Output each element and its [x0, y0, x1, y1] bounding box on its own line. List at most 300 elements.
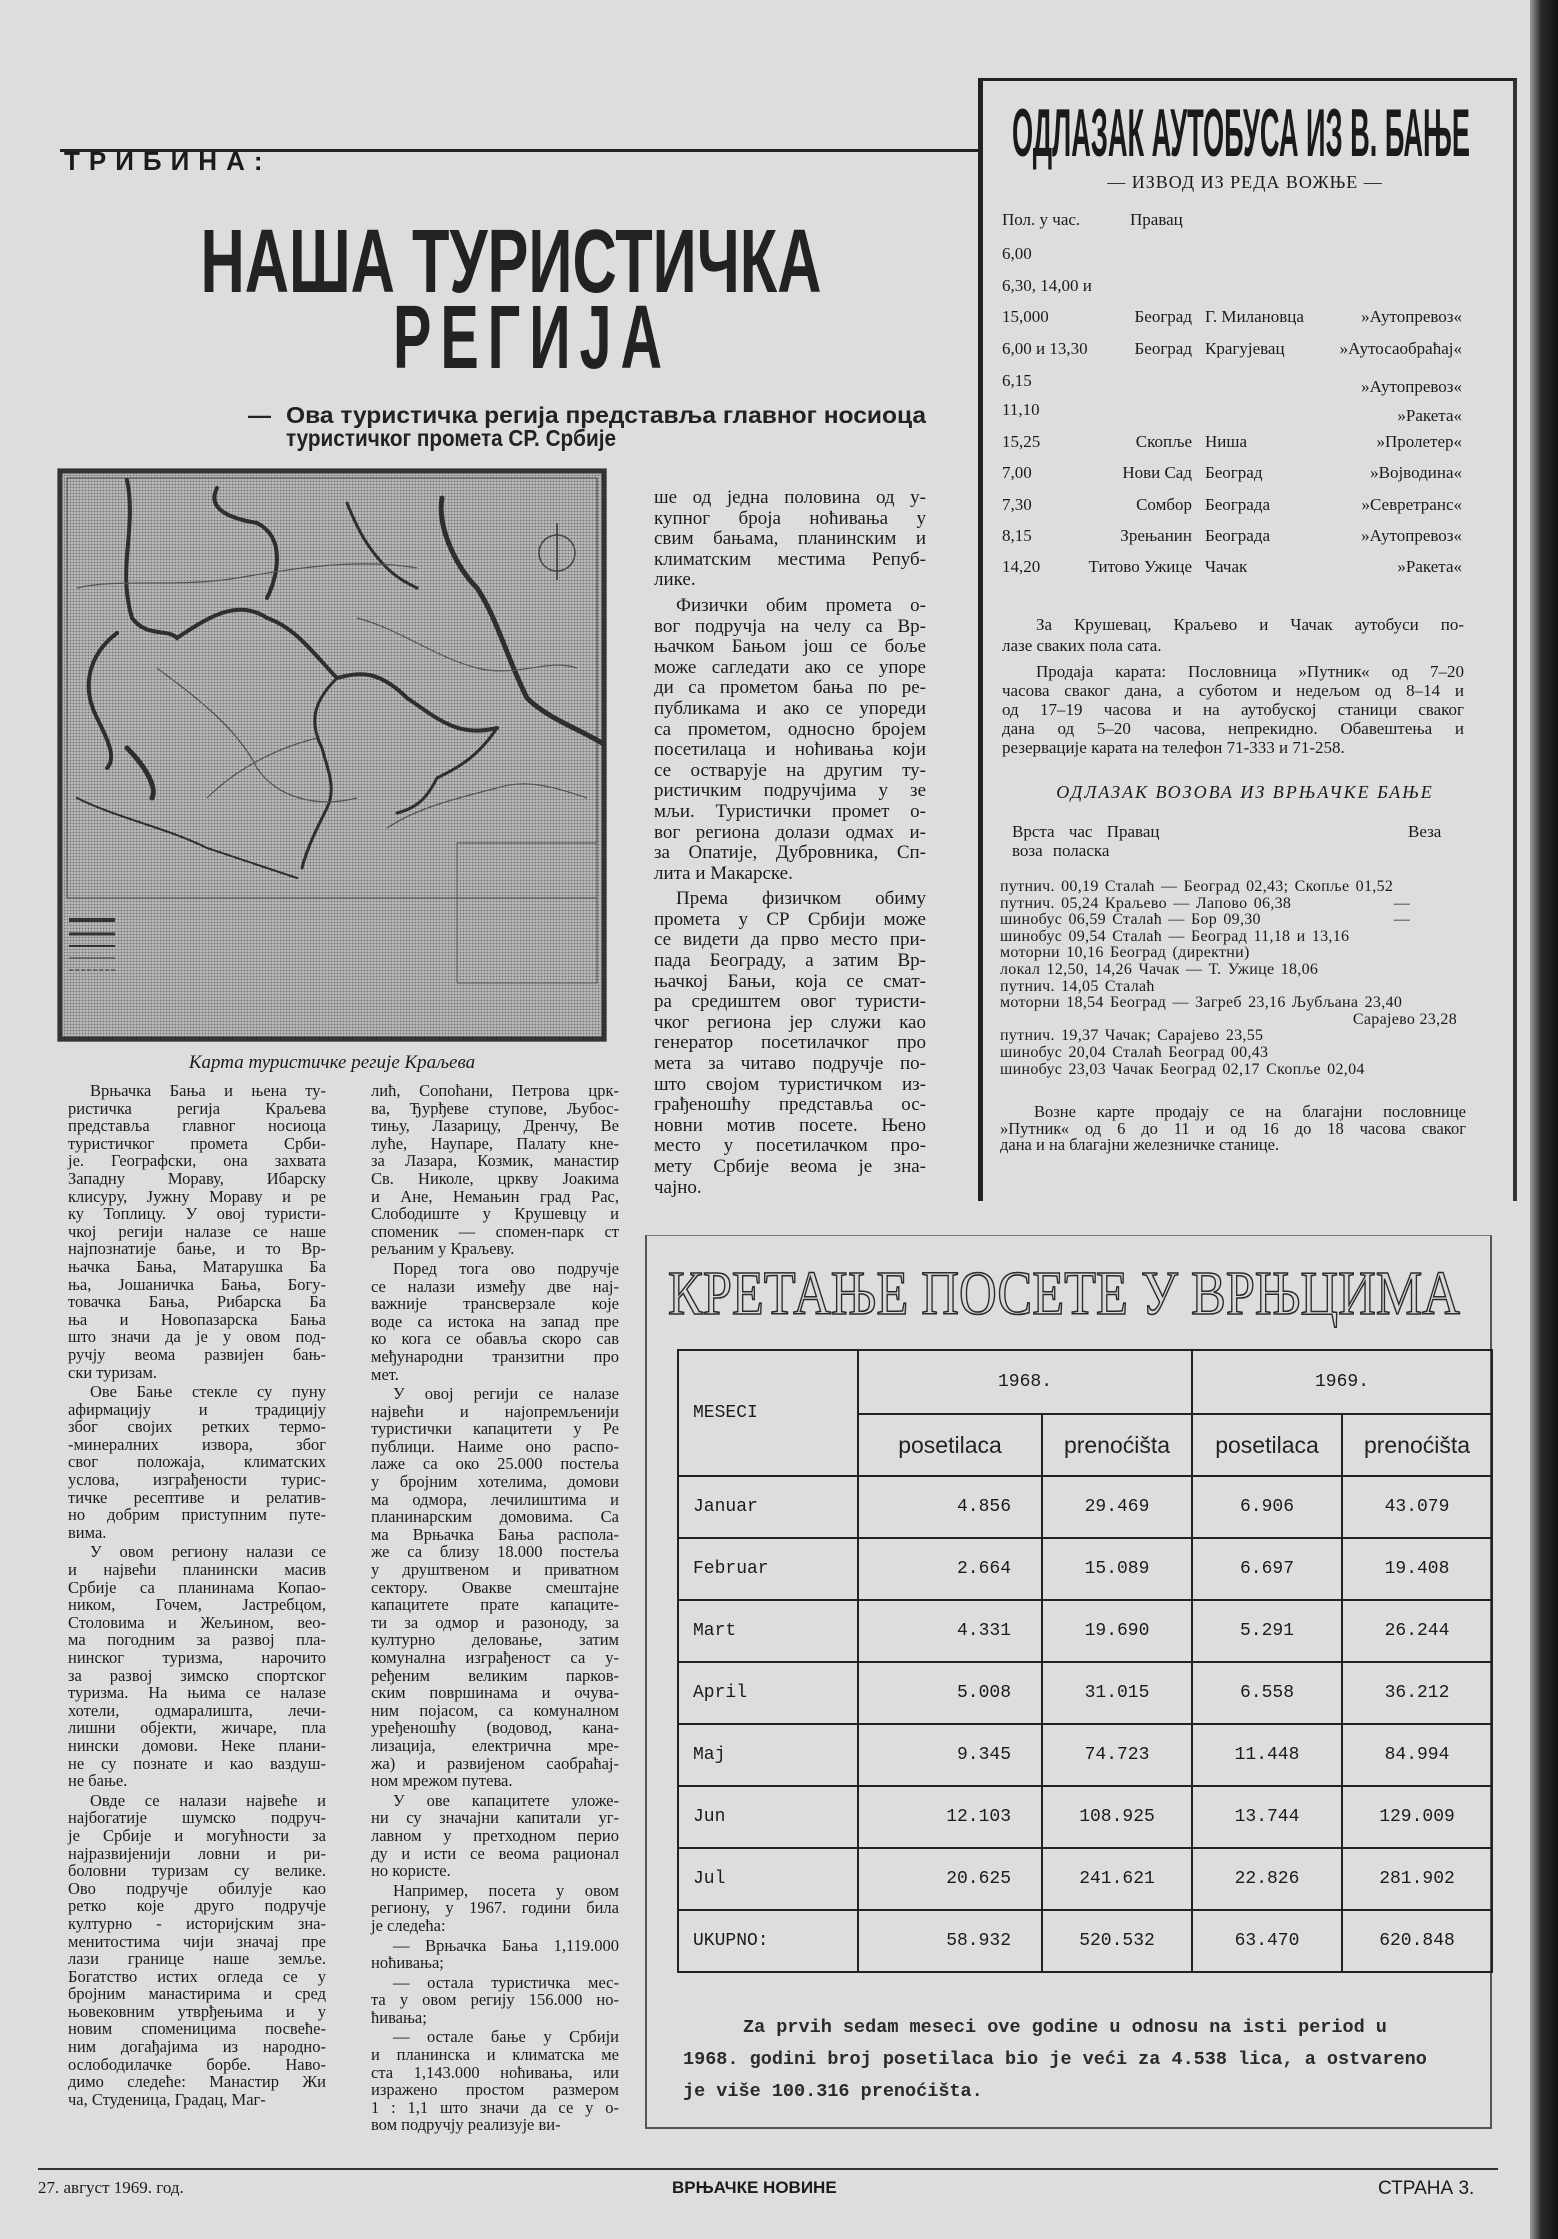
text-line: ма погодним за развој пла-	[68, 1630, 326, 1650]
text-line: лавном у претходном перио	[371, 1825, 619, 1845]
text-line: Србије са планинама Копао-	[68, 1577, 326, 1597]
text-line: новим споменицима посвеће-	[68, 2019, 326, 2039]
text-line: -минералних извора, због	[68, 1434, 326, 1454]
text-line: ва, Ђурђеве ступове, Љубос-	[371, 1098, 619, 1118]
text-line: хотели, одмаралишта, лечи-	[68, 1700, 326, 1720]
text-line: ча, Студеница, Градац, Маг-	[68, 2089, 266, 2109]
text-line: Овде се налази највеће и	[90, 1790, 326, 1810]
month-cell: Januar	[678, 1476, 858, 1538]
text-line: Слободиште у Крушевцу и	[371, 1204, 619, 1224]
text-line: што својом туристичком из-	[654, 1073, 926, 1095]
visitors-1968-cell: 4.856	[858, 1476, 1042, 1538]
visitors-1969-cell: 6.906	[1192, 1476, 1342, 1538]
text-line: чког региона јер служи као	[654, 1011, 926, 1033]
text-line: Физички обим промета о-	[676, 594, 926, 616]
route-to: Ниша	[1205, 432, 1248, 451]
text-line: — Врњачка Бања 1,119.000	[393, 1935, 619, 1955]
train-departure-row	[1000, 994, 1465, 1011]
text-line: Столовима и Жељином, вео-	[68, 1612, 326, 1632]
month-cell: Jun	[678, 1786, 858, 1848]
scan-edge	[1530, 0, 1558, 2239]
bus-company: »Севретранс«	[1361, 495, 1462, 514]
text-line: се налази између две нај-	[371, 1276, 619, 1296]
text-line: тичке ресептиве и релатив-	[68, 1487, 326, 1507]
headline-line-1: НАША ТУРИСТИЧКА	[200, 212, 822, 312]
train-departure-text: путнич. 05,24 Краљево — Лапово 06,38	[1000, 894, 1292, 912]
route-from: Београд	[1134, 307, 1192, 326]
note-line: За Крушевац, Краљево и Чачак аутобуси по-	[1036, 615, 1464, 634]
text-line: вом подручју реализује ви-	[371, 2115, 561, 2135]
table-row	[678, 1538, 1492, 1600]
bus-company: »Аутосаобраћај«	[1339, 339, 1462, 358]
text-line: лази границе наше земље.	[68, 1949, 326, 1969]
nights-1968-cell: 19.690	[1042, 1600, 1192, 1662]
departure-time: 15,25	[1002, 432, 1041, 451]
text-line: Врњачка Бања и њена ту-	[90, 1081, 326, 1100]
train-departure-row	[1000, 944, 1465, 961]
text-line: чајно.	[654, 1176, 702, 1198]
text-line: највећи и најопремљенији	[371, 1401, 619, 1421]
route-to: Београд	[1205, 463, 1263, 482]
text-line: ређеним великим парков-	[371, 1665, 619, 1685]
route-from: Београд	[1134, 339, 1192, 358]
paragraph	[371, 1082, 619, 1258]
text-line: климатским местима Репуб-	[654, 548, 926, 570]
visitors-1969-cell: 63.470	[1192, 1910, 1342, 1972]
visits-table	[677, 1349, 1493, 1973]
note-line: Возне карте продају се на благајни пословнице	[1034, 1102, 1466, 1121]
text-line: ни су значајни капитали уг-	[371, 1808, 619, 1828]
bus-departure-row	[1002, 495, 1462, 517]
text-line: Западну Мораву, Ибарску	[68, 1168, 326, 1188]
train-header-connection: Веза	[1408, 822, 1442, 841]
text-line: боловни туризам су велике.	[68, 1861, 326, 1881]
train-connection: —	[1393, 894, 1410, 912]
text-line: место у посетилачком про-	[654, 1135, 926, 1157]
train-departure-row	[1000, 978, 1465, 995]
visitors-1969-cell: 11.448	[1192, 1724, 1342, 1786]
text-line: но добрим приступним путе-	[68, 1505, 326, 1525]
visitors-1968-cell: 58.932	[858, 1910, 1042, 1972]
route-to: Г. Милановца	[1205, 307, 1304, 326]
bus-company: »Ракета«	[1397, 557, 1462, 576]
text-line: ослободилачке борбе. Наво-	[68, 2054, 326, 2074]
text-line: Богатство истих огледа се у	[68, 1966, 326, 1986]
text-line: нинског туризма, нарочито	[68, 1648, 326, 1667]
text-line: важније трансверзале које	[371, 1294, 619, 1314]
train-departure-text: моторни 10,16 Београд (директни)	[1000, 944, 1250, 962]
text-line: ским површинама и очува-	[371, 1683, 619, 1703]
visitors-1968-cell: 2.664	[858, 1538, 1042, 1600]
paragraph	[68, 1082, 326, 1381]
train-departure-text: локал 12,50, 14,26 Чачак — Т. Ужице 18,06	[1000, 961, 1319, 978]
text-line: ним догађајима из народно-	[68, 2037, 326, 2057]
train-departure-row	[1000, 1027, 1465, 1044]
text-line: и Ане, Немањин град Рас,	[371, 1186, 619, 1206]
departure-time: 6,30, 14,00 и	[1002, 276, 1092, 295]
train-departure-row	[1000, 928, 1465, 945]
train-departure-row	[1000, 1011, 1465, 1028]
table-row	[678, 1476, 1492, 1538]
text-line: ма одмора, лечилиштима и	[371, 1489, 619, 1509]
text-line: У ове капацитете уложе-	[393, 1790, 619, 1810]
departure-time: 6,00 и 13,30	[1002, 339, 1088, 358]
col-header-nights-1968: prenoćišta	[1042, 1414, 1192, 1476]
visitors-1968-cell: 5.008	[858, 1662, 1042, 1724]
route-from: Зрењанин	[1120, 526, 1192, 545]
text-line: — остале бање у Србији	[393, 2027, 619, 2047]
table-row	[678, 1786, 1492, 1848]
text-line: 1 : 1,1 што значи да се у о-	[371, 2097, 619, 2117]
text-line: је. Географски, она захвата	[68, 1151, 326, 1171]
departure-time: 7,30	[1002, 495, 1032, 514]
route-to: Београда	[1205, 495, 1271, 514]
bus-company: »Аутопревоз«	[1361, 307, 1462, 326]
text-line: њачка Бања, Матарушка Ба	[68, 1256, 326, 1276]
train-departure-row	[1000, 1061, 1465, 1078]
text-line: Ове Бање стекле су пуну	[90, 1382, 326, 1402]
text-line: за Опатије, Дубровника, Сп-	[654, 842, 926, 864]
map-illustration	[57, 468, 607, 1042]
nights-1969-cell: 19.408	[1342, 1538, 1492, 1600]
nights-1969-cell: 26.244	[1342, 1600, 1492, 1662]
bus-departure-row	[1002, 371, 1462, 396]
text-line: за развој зимско спортског	[68, 1665, 326, 1685]
nights-1968-cell: 29.469	[1042, 1476, 1192, 1538]
text-line: у бројним хотелима, домови	[371, 1472, 619, 1492]
nights-1968-cell: 520.532	[1042, 1910, 1192, 1972]
nights-1969-cell: 43.079	[1342, 1476, 1492, 1538]
text-line: се видети да прво место при-	[654, 929, 926, 951]
departure-time: 8,15	[1002, 526, 1032, 545]
train-departure-text: шинобус 06,59 Сталаћ — Бор 09,30	[1000, 911, 1261, 929]
text-line: ко кога се обавља скоро сав	[371, 1329, 619, 1349]
text-line: услова, изграђености турис-	[68, 1470, 326, 1490]
text-line: воде са истока на запад пре	[371, 1311, 619, 1331]
departure-time: 14,20	[1002, 557, 1041, 576]
text-line: Према физичком обиму	[676, 888, 926, 910]
nights-1969-cell: 129.009	[1342, 1786, 1492, 1848]
table-row	[678, 1600, 1492, 1662]
train-departure-row	[1000, 895, 1465, 912]
text-line: лизација, електрична мре-	[371, 1735, 619, 1755]
text-line: димо следеће: Манастир Жи	[68, 2072, 326, 2092]
text-line: жа) и развијеном саобраћај-	[371, 1753, 619, 1773]
text-line: ња и Новопазарска Бања	[68, 1309, 326, 1329]
visitors-1969-cell: 5.291	[1192, 1600, 1342, 1662]
text-line: планинарским домовима. Са	[371, 1507, 619, 1527]
subtitle-dash: —	[248, 402, 271, 428]
visitors-1969-cell: 13.744	[1192, 1786, 1342, 1848]
departure-time: 11,10	[1002, 400, 1040, 419]
paragraph	[371, 1792, 619, 1880]
text-line: је Србије и могућности за	[68, 1825, 326, 1845]
text-line: Например, посета у овом	[393, 1880, 619, 1900]
text-line: свим бањама, планинским и	[654, 528, 926, 550]
text-line: најразвијенији ловни и ри-	[68, 1843, 326, 1863]
text-line: ста 1,143.000 ноћивања, или	[371, 2062, 619, 2082]
text-line: та у овом регију 156.000 но-	[371, 1990, 619, 2010]
region-map-image	[57, 468, 607, 1042]
note-line: »Путник« од 6 до 11 и од 16 до 18 часова сваког	[1000, 1118, 1466, 1138]
subtitle-line: туристичког промета СР. Србије	[286, 425, 616, 451]
bus-header-direction: Правац	[1130, 210, 1183, 229]
train-departure-text: шинобус 09,54 Сталаћ — Београд 11,18 и 13,16	[1000, 927, 1350, 945]
bus-company: »Ракета«	[1397, 406, 1462, 425]
text-line: У овом региону налази се	[90, 1542, 326, 1562]
footer-page-number: СТРАНА 3.	[1378, 2178, 1475, 2199]
text-line: публици. Наиме оно распо-	[371, 1436, 619, 1456]
statistics-footnote	[683, 2012, 1427, 2108]
text-line: представља главног носиоца	[68, 1116, 326, 1136]
footer-rule	[38, 2168, 1498, 2170]
text-line: најбогатије шумско подруч-	[68, 1808, 326, 1828]
bus-departure-row	[1002, 557, 1462, 579]
text-line: публикама и ако се упореди	[654, 697, 926, 719]
nights-1968-cell: 74.723	[1042, 1724, 1192, 1786]
train-departure-text: моторни 18,54 Београд — Загреб 23,16 Љубљана 23,40	[1000, 994, 1403, 1012]
col-header-year-1969: 1969.	[1192, 1350, 1492, 1414]
month-cell: April	[678, 1662, 858, 1724]
train-note	[1000, 1104, 1466, 1154]
route-to: Крагујевац	[1205, 339, 1285, 358]
text-line: ним појасом, са комуналном	[371, 1700, 619, 1720]
route-from: Скопље	[1135, 432, 1192, 451]
text-line: ра средиштем овог туристи-	[654, 991, 926, 1013]
visitors-1968-cell: 9.345	[858, 1724, 1042, 1786]
bus-note-frequency	[1002, 614, 1464, 656]
nights-1969-cell: 36.212	[1342, 1662, 1492, 1724]
train-departure-text: шинобус 23,03 Чачак Београд 02,17 Скопље 02,04	[1000, 1060, 1365, 1078]
text-line: вог региона долази одмах и-	[654, 821, 926, 843]
text-line: ку Топлицу. У овој туристи-	[68, 1204, 326, 1224]
bus-company: »Аутопревоз«	[1361, 526, 1462, 545]
paragraph	[371, 1385, 619, 1790]
train-schedule-title: ОДЛАЗАК ВОЗОВА ИЗ ВРЊАЧКЕ БАЊЕ	[1056, 782, 1434, 802]
month-cell: Jul	[678, 1848, 858, 1910]
article-column-1	[68, 1082, 326, 2110]
visitors-1969-cell: 6.558	[1192, 1662, 1342, 1724]
bus-departure-row	[1002, 526, 1462, 548]
text-line: ди са прометом бања по ре-	[654, 677, 926, 699]
text-line: и планинска и климатска ме	[371, 2045, 619, 2065]
text-line: но користе.	[371, 1861, 451, 1881]
paragraph	[371, 1974, 619, 2027]
text-line: изражено простом размером	[371, 2080, 619, 2100]
text-line: бројним манастирима и сред	[68, 1984, 326, 2004]
article-column-2	[371, 1082, 619, 2136]
departure-time: 6,00	[1002, 244, 1032, 263]
text-line: њачкој Бањи, која се смат-	[654, 970, 926, 992]
col-header-month: MESECI	[678, 1350, 858, 1476]
train-connection: —	[1393, 911, 1410, 929]
text-line: што значи да је у овом под-	[68, 1327, 326, 1347]
visitors-1969-cell: 6.697	[1192, 1538, 1342, 1600]
text-line: мљи. Туристички промет о-	[654, 800, 926, 822]
text-line: промета у СР Србији може	[654, 908, 926, 930]
route-from: Нови Сад	[1122, 463, 1192, 482]
footnote-line: 1968. godini broj posetilaca bio je veći za 4.538 lica, a ostvareno	[683, 2049, 1427, 2070]
text-line: лита и Макарске.	[654, 862, 793, 884]
text-line: ноћивања;	[371, 1953, 444, 1973]
text-line: пада Београду, а затим Вр-	[654, 950, 926, 972]
text-line: вима.	[68, 1522, 107, 1542]
map-caption: Карта туристичке регије Краљева	[188, 1052, 476, 1073]
text-line: купног броја ноћивања у	[654, 507, 926, 529]
bus-header-time: Пол. у час.	[1002, 210, 1081, 229]
paragraph	[371, 1260, 619, 1383]
text-line: ња, Јошаничка Бања, Богу-	[68, 1274, 326, 1294]
bus-company: »Војводина«	[1370, 463, 1462, 482]
text-line: клисуру, Јужну Мораву и ре	[68, 1186, 326, 1206]
visitors-1969-cell: 22.826	[1192, 1848, 1342, 1910]
text-line: генератор посетилачког про	[654, 1032, 926, 1054]
visits-statistics-title: КРЕТАЊЕ ПОСЕТЕ У ВРЊЦИМА	[668, 1260, 1460, 1328]
train-departure-row	[1000, 911, 1465, 928]
section-kicker: ТРИБИНА:	[64, 146, 272, 176]
text-line: културно деловање, затим	[371, 1630, 619, 1650]
paragraph	[371, 1882, 619, 1935]
month-cell: UKUPNO:	[678, 1910, 858, 1972]
text-line: новни мотив посете. Њено	[654, 1114, 926, 1136]
text-line: због својих ретких термо-	[68, 1417, 326, 1437]
text-line: лике.	[654, 569, 696, 591]
col-header-nights-1969: prenoćišta	[1342, 1414, 1492, 1476]
train-connection: Сарајево 23,28	[1352, 1010, 1457, 1028]
bus-departure-row	[1002, 244, 1462, 266]
bus-departure-row	[1002, 463, 1462, 485]
route-from: Титово Ужице	[1088, 557, 1192, 576]
paragraph	[371, 2028, 619, 2134]
text-line: У овој регији се налазе	[393, 1384, 619, 1404]
text-line: културно - историјским зна-	[68, 1913, 326, 1933]
text-line: капацитете прате капаците-	[371, 1595, 619, 1615]
article-column-3	[654, 488, 926, 1203]
note-line: Продаја карата: Пословница »Путник« од 7–20	[1036, 662, 1464, 681]
paragraph	[654, 596, 926, 884]
text-line: вог подручја на челу са Вр-	[654, 615, 926, 637]
text-line: не су познате и као ваздуш-	[68, 1753, 326, 1773]
visitors-1968-cell: 4.331	[858, 1600, 1042, 1662]
col-header-year-1968: 1968.	[858, 1350, 1192, 1414]
table-row	[678, 1662, 1492, 1724]
text-line: региону, у 1967. години била	[371, 1898, 619, 1918]
text-line: ски туризам.	[68, 1362, 158, 1382]
text-line: мета за читаво подручје по-	[654, 1053, 926, 1075]
text-line: мет.	[371, 1364, 399, 1384]
month-cell: Maj	[678, 1724, 858, 1786]
footer-date: 27. август 1969. год.	[38, 2178, 184, 2197]
text-line: и највећи планински масив	[68, 1560, 326, 1580]
text-line: ристичким подручјима у зе	[654, 780, 926, 802]
text-line: ретко које друго подручје	[68, 1896, 326, 1916]
note-line: резервације карата на телефон 71-333 и 71-258.	[1002, 738, 1345, 757]
text-line: ристичка регија Краљева	[68, 1098, 326, 1118]
visitors-1968-cell: 12.103	[858, 1786, 1042, 1848]
text-line: ше од једна половина од у-	[654, 487, 926, 508]
text-line: афирмацију и традицију	[68, 1399, 326, 1419]
text-line: ду и исти се веома рационал	[371, 1843, 619, 1863]
text-line: ном мрежом путева.	[371, 1771, 513, 1791]
paragraph	[654, 488, 926, 591]
text-line: је следећа:	[371, 1915, 446, 1935]
text-line: може сагледати ако се упоре	[654, 656, 926, 678]
text-line: најпознатије бање, и то Вр-	[68, 1239, 326, 1259]
bus-schedule-title: ОДЛАЗАК АУТОБУСА ИЗ В. БАЊЕ	[1012, 95, 1470, 171]
col-header-visitors-1969: posetilaca	[1192, 1414, 1342, 1476]
train-departure-row	[1000, 878, 1465, 895]
bus-note-tickets	[1002, 662, 1464, 757]
train-header-line-1: Врста час Правац	[1012, 822, 1160, 841]
train-header-line-2: воза поласка	[1012, 841, 1110, 860]
month-cell: Mart	[678, 1600, 858, 1662]
text-line: њачком Бањом још се боље	[654, 636, 926, 658]
text-line: за Лазара, Козмик, манастир	[371, 1151, 619, 1171]
text-line: туристички капацитети у Ре	[371, 1419, 619, 1439]
text-line: Св. Николе, цркву Јоакима	[371, 1168, 619, 1188]
nights-1969-cell: 84.994	[1342, 1724, 1492, 1786]
text-line: Ово подручје обилује као	[68, 1878, 326, 1898]
bus-departure-row	[1002, 307, 1462, 329]
table-row	[678, 1910, 1492, 1972]
text-line: рељаним у Краљеву.	[371, 1239, 515, 1259]
headline-line-2: РЕГИЈА	[393, 288, 671, 388]
text-line: не бање.	[68, 1771, 128, 1791]
note-line: дана и на благајни железничке станице.	[1000, 1135, 1280, 1154]
text-line: луће, Наупаре, Палату кне-	[371, 1133, 619, 1153]
bus-departure-row	[1002, 339, 1462, 361]
text-line: ником, Гочем, Јастребцом,	[68, 1595, 326, 1615]
bus-company: »Аутопревоз«	[1361, 377, 1462, 396]
month-cell: Februar	[678, 1538, 858, 1600]
text-line: са прометом, односно бројем	[654, 718, 926, 740]
text-line: њовековним утврђењима и у	[68, 2001, 326, 2021]
text-line: чкој регији налазе се наше	[68, 1221, 326, 1241]
route-from: Сомбор	[1136, 495, 1192, 514]
text-line: у друштвеном и приватном	[371, 1560, 619, 1580]
text-line: ручју веома развијен бањ-	[68, 1344, 326, 1364]
table-row	[678, 1848, 1492, 1910]
nights-1968-cell: 108.925	[1042, 1786, 1192, 1848]
text-line: посетилаца и ноћивања који	[654, 739, 926, 761]
nights-1968-cell: 241.621	[1042, 1848, 1192, 1910]
paragraph	[68, 1792, 326, 2109]
subtitle-line: Ова туристичка регија представља главног носиоца	[286, 402, 926, 428]
text-line: туристичког промета Срби-	[68, 1133, 326, 1153]
visitors-1968-cell: 20.625	[858, 1848, 1042, 1910]
note-line: од 17–19 часова и на аутобуској станици сваког	[1002, 700, 1464, 719]
train-departure-text: путнич. 00,19 Сталаћ — Београд 02,43; Скопље 01,52	[1000, 878, 1394, 895]
footnote-line: Za prvih sedam meseci ove godine u odnosu na isti period u	[743, 2017, 1387, 2038]
text-line: лишни објекти, жичаре, пла	[68, 1718, 326, 1738]
text-line: ма Врњачка Бања распола-	[371, 1524, 619, 1544]
paragraph	[68, 1383, 326, 1541]
train-departure-text: путнич. 14,05 Сталаћ	[1000, 977, 1155, 995]
bus-departure-row	[1002, 276, 1462, 298]
train-departure-row	[1000, 1044, 1465, 1061]
bus-company: »Пролетер«	[1376, 432, 1462, 451]
route-to: Београда	[1205, 526, 1271, 545]
paragraph	[68, 1543, 326, 1789]
bus-departure-row	[1002, 400, 1462, 425]
text-line: тињу, Лазарицу, Дренчу, Ве	[371, 1116, 619, 1136]
train-departure-row	[1000, 961, 1465, 978]
text-line: сектору. Овакве смештајне	[371, 1577, 619, 1597]
departure-time: 7,00	[1002, 463, 1032, 482]
route-to: Чачак	[1205, 557, 1248, 576]
nights-1969-cell: 620.848	[1342, 1910, 1492, 1972]
bus-departure-row	[1002, 432, 1462, 454]
